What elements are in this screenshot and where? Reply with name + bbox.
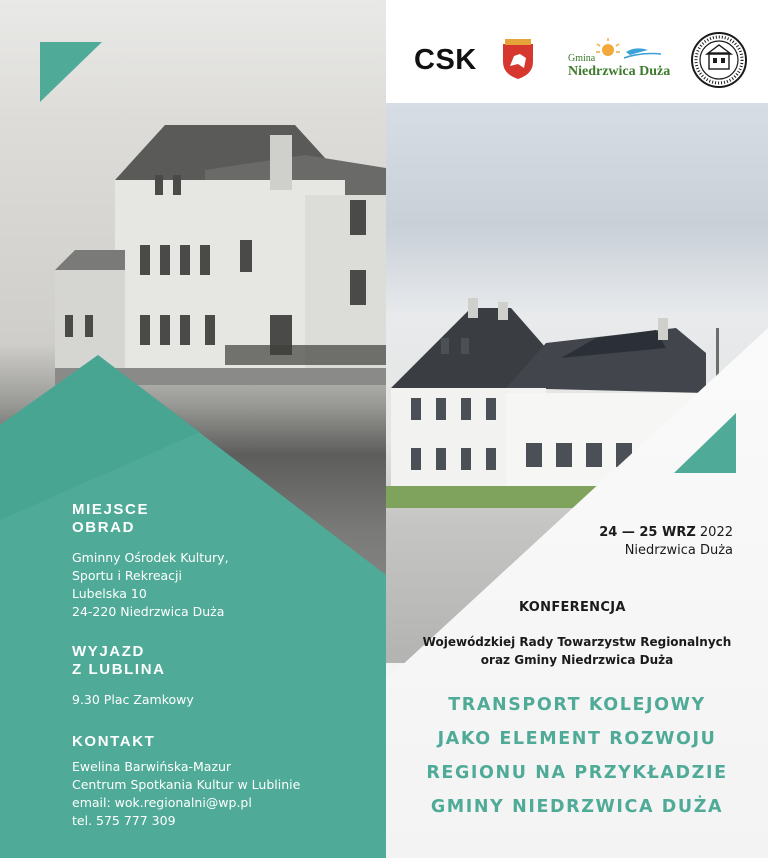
venue-address	[72, 549, 229, 621]
contact-phone[interactable]: tel. 575 777 309	[72, 813, 176, 828]
gmina-logo-small: Gmina	[568, 53, 596, 64]
lublin-crest-icon	[500, 38, 536, 80]
title-line: GMINY NIEDRZWICA DUŻA	[430, 797, 724, 817]
contact-name: Ewelina Barwińska-Mazur	[72, 759, 232, 774]
title-line: TRANSPORT KOLEJOWY	[448, 695, 706, 715]
conference-title	[386, 688, 768, 824]
departure-heading	[72, 643, 166, 679]
venue-heading	[72, 501, 149, 537]
event-place: Niedrzwica Duża	[624, 543, 733, 558]
venue-line: 24-220 Niedrzwica Duża	[72, 604, 225, 619]
title-line: REGIONU NA PRZYKŁADZIE	[426, 763, 728, 783]
gmina-logo-name: Niedrzwica Duża	[568, 64, 671, 79]
historic-building-illustration	[55, 120, 386, 385]
organizer-line: Wojewódzkiej Rady Towarzystw Regionalnych	[422, 635, 732, 649]
title-line: JAKO ELEMENT ROZWOJU	[437, 729, 717, 749]
departure-heading-line2: Z LUBLINA	[72, 661, 166, 678]
contact-org: Centrum Spotkania Kultur w Lublinie	[72, 777, 301, 792]
venue-line: Gminny Ośrodek Kultury,	[72, 550, 229, 565]
event-year: 2022	[699, 525, 733, 540]
organizer-line: oraz Gminy Niedrzwica Duża	[480, 653, 674, 667]
csk-logo: CSK	[414, 44, 477, 76]
conference-label: KONFERENCJA	[519, 600, 626, 615]
venue-line: Sportu i Rekreacji	[72, 568, 182, 583]
event-dates	[599, 524, 733, 560]
venue-line: Lubelska 10	[72, 586, 147, 601]
contact-details	[72, 758, 300, 830]
departure-text: 9.30 Plac Zamkowy	[72, 692, 194, 707]
venue-heading-line2: OBRAD	[72, 519, 135, 536]
venue-heading-line1: MIEJSCE	[72, 501, 150, 518]
society-seal-icon	[690, 31, 748, 89]
event-date-range: 24 — 25 WRZ	[599, 525, 696, 540]
contact-email[interactable]: email: wok.regionalni@wp.pl	[72, 795, 252, 810]
conference-organizers	[386, 633, 768, 669]
departure-heading-line1: WYJAZD	[72, 643, 145, 660]
contact-heading: KONTAKT	[72, 733, 156, 750]
